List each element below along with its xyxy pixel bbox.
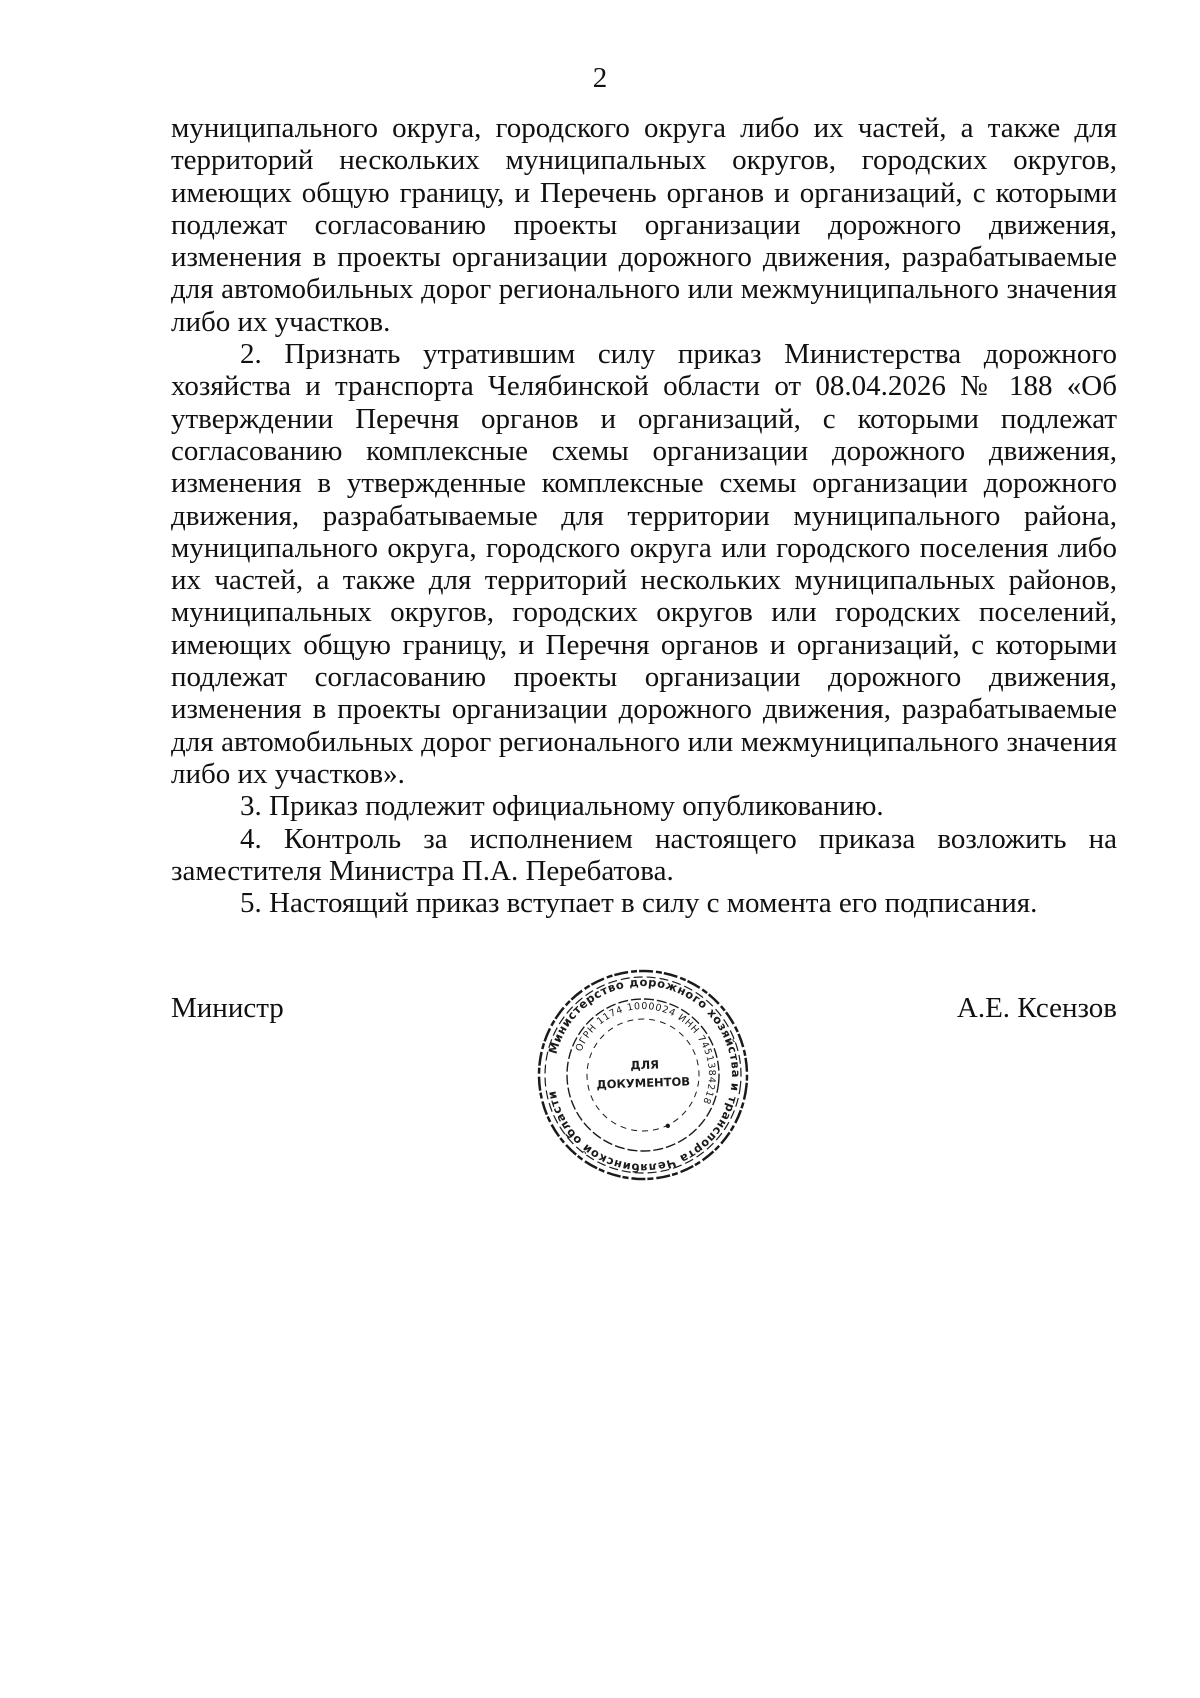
document-body bbox=[171, 112, 1117, 919]
signer-position: Министр bbox=[171, 992, 284, 1024]
seal-center-line-1: ДЛЯ bbox=[630, 1057, 660, 1073]
paragraph-item-4: 4. Контроль за исполнением настоящего приказа возложить на заместителя Министра П.А. Перебатова. bbox=[171, 822, 1117, 887]
paragraph-item-5: 5. Настоящий приказ вступает в силу с момента его подписания. bbox=[240, 887, 1038, 920]
paragraph-continuation: муниципального округа, городского округа либо их частей, а также для территорий нескольких муниципальных округов, городских округов, имеющих общую границу, и Перечень органов и организаций, с которыми подлежат согласованию проекты организации дорожного движения, изменения в проекты организации дорожного движения, разрабатываемые для автомобильных дорог регионального или межмуниципального значения либо их участков. bbox=[171, 112, 1117, 338]
seal-graphic bbox=[522, 954, 764, 1196]
seal-outer-text: Министерство дорожного хозяйства и транспорта Челябинской области bbox=[544, 974, 744, 1176]
seal-dot-mark bbox=[665, 1123, 670, 1128]
paragraph-item-3: 3. Приказ подлежит официальному опубликованию. bbox=[240, 790, 884, 823]
seal-center-line-2: ДОКУМЕНТОВ bbox=[596, 1074, 691, 1092]
signer-name: А.Е. Ксензов bbox=[956, 992, 1117, 1024]
page-number: 2 bbox=[592, 62, 608, 94]
seal-inner-text: ОГРН 1174 1000024 ИНН 7451384218 bbox=[573, 1000, 718, 1107]
official-seal-stamp bbox=[522, 954, 764, 1196]
paragraph-item-2: 2. Признать утратившим силу приказ Министерства дорожного хозяйства и транспорта Челябинской области от 08.04.2026 № 188 «Об утверждении Перечня органов и организаций, с которыми подлежат согласованию комплексные схемы организации дорожного движения, изменения в утвержденные комплексные схемы организации дорожного движения, разрабатываемые для территории муниципального района, муниципального округа, городского округа или городского поселения либо их частей, а также для территорий нескольких муниципальных районов, муниципальных округов, городских округов или городских поселений, имеющих общую границу, и Перечня органов и организаций, с которыми подлежат согласованию проекты организации дорожного движения, изменения в проекты организации дорожного движения, разрабатываемые для автомобильных дорог регионального или межмуниципального значения либо их участков». bbox=[171, 338, 1117, 790]
